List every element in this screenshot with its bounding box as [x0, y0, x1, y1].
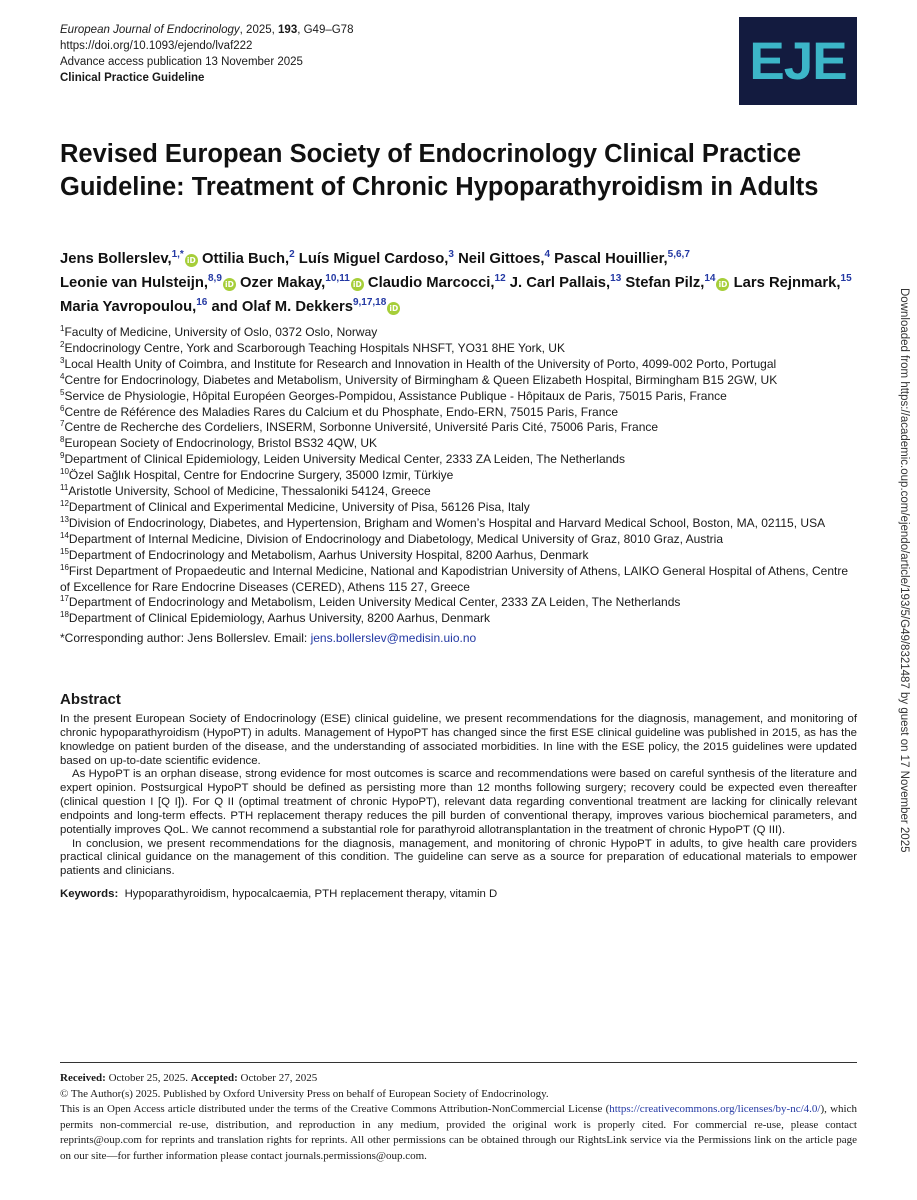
journal-volume: 193 [278, 24, 298, 36]
article-title: Revised European Society of Endocrinology Clinical Practice Guideline: Treatment of Chronic Hypoparathyroidism in Adults [60, 140, 819, 201]
author-affiliation-ref[interactable]: 10,11 [325, 273, 350, 285]
affiliation-text: Centre de Référence des Maladies Rares du Calcium et du Phosphate, Endo-ERN, 75015 Paris, France [64, 404, 619, 419]
keywords-list: Hypoparathyroidism, hypocalcaemia, PTH replacement therapy, vitamin D [124, 888, 498, 901]
affiliation [60, 357, 860, 373]
affiliation [60, 436, 860, 452]
author [211, 299, 400, 315]
affiliation-number: 1 [60, 324, 65, 333]
author [554, 251, 690, 267]
affiliation-text: Department of Clinical Epidemiology, Leiden University Medical Center, 2333 ZA Leiden, The Netherlands [64, 452, 625, 467]
affiliation [60, 452, 860, 468]
affiliation-text: Department of Clinical Epidemiology, Aarhus University, 8200 Aarhus, Denmark [68, 611, 490, 626]
copyright-notice: © The Author(s) 2025. Published by Oxford University Press on behalf of European Society of Endocrinology. [60, 1087, 549, 1100]
affiliation [60, 564, 860, 596]
journal-logo [739, 17, 857, 105]
author [60, 251, 198, 267]
affiliation [60, 373, 860, 389]
journal-logo-text: EJE [749, 31, 847, 91]
author-name: Lars Rejnmark, [733, 275, 841, 291]
author-affiliation-ref[interactable]: 8,9 [208, 273, 222, 285]
author [510, 275, 621, 291]
affiliation [60, 516, 860, 532]
author-affiliation-ref[interactable]: 1,* [171, 249, 184, 261]
affiliation-text: European Society of Endocrinology, Bristol BS32 4QW, UK [64, 436, 378, 451]
affiliation-number: 2 [60, 339, 65, 349]
journal-header [60, 22, 680, 86]
author-name: Ottilia Buch, [201, 251, 290, 267]
article-type: Clinical Practice Guideline [60, 72, 205, 84]
affiliation-number: 17 [60, 594, 69, 604]
author-name: Ozer Makay, [240, 275, 326, 291]
author [60, 299, 207, 315]
orcid-icon[interactable]: iD [185, 254, 198, 267]
author [240, 275, 364, 291]
affiliation-text: Centre for Endocrinology, Diabetes and Metabolism, University of Birmingham & Queen Elizabeth Hospital, Birmingham B15 2GW, UK [64, 372, 778, 387]
affiliation-text: Özel Sağlık Hospital, Centre for Endocrine Surgery, 35000 Izmir, Türkiye [68, 468, 454, 483]
affiliation-number: 3 [60, 355, 65, 365]
affiliation [60, 595, 860, 611]
affiliation [60, 611, 860, 627]
affiliation-text: Department of Endocrinology and Metabolism, Leiden University Medical Center, 2333 ZA Leiden, The Netherlands [68, 595, 681, 610]
author-affiliation-ref[interactable]: 15 [840, 273, 852, 285]
author [368, 275, 506, 291]
keywords [60, 887, 857, 901]
journal-citation: European Journal of Endocrinology, 2025, 193, G49–G78 [60, 24, 354, 36]
affiliation [60, 548, 860, 564]
affiliation-text: Local Health Unity of Coimbra, and Institute for Research and Innovation in Health of the University of Porto, 4099-002 Porto, Portugal [64, 356, 777, 371]
author-name: and Olaf M. Dekkers [211, 299, 353, 315]
author-list [60, 247, 860, 319]
affiliation-number: 16 [60, 562, 69, 572]
affiliation-text: Department of Internal Medicine, Division of Endocrinology and Diabetology, Medical University of Graz, 8010 Graz, Austria [68, 531, 723, 546]
author [299, 251, 454, 267]
affiliation [60, 500, 860, 516]
author-affiliation-ref[interactable]: 5,6,7 [667, 249, 690, 261]
doi-link[interactable]: https://doi.org/10.1093/ejendo/lvaf222 [60, 40, 253, 52]
affiliation [60, 484, 860, 500]
author-affiliation-ref[interactable]: 13 [610, 273, 622, 285]
author-affiliation-ref[interactable]: 4 [544, 249, 551, 261]
advance-access-date: Advance access publication 13 November 2025 [60, 56, 303, 68]
author-affiliation-ref[interactable]: 14 [704, 273, 716, 285]
affiliations [60, 325, 860, 647]
affiliation-number: 8 [60, 435, 65, 445]
author-affiliation-ref[interactable]: 3 [448, 249, 454, 261]
orcid-icon[interactable]: iD [223, 278, 236, 291]
abstract-paragraph: As HypoPT is an orphan disease, strong evidence for most outcomes is scarce and recommendations were based on careful synthesis of the literature and expert opinion. Postsurgical HypoPT should be defined as persisting more than 12 months following surgery; recovery could be expected even thereafter (clinical question I [Q I]). For Q II (optimal treatment of chronic HypoPT), relevant data regarding conventional treatment are lacking for clinically relevant endpoints and long-term effects. PTH replacement therapy reduces the pill burden of conventional therapy, improves various biochemical parameters, and potentially improves QoL. We cannot recommend a substantial role for parathyroid allotransplantation in the treatment of chronic HypoPT (Q III). [60, 768, 857, 836]
abstract-section [60, 690, 857, 901]
author-name: Claudio Marcocci, [367, 275, 495, 291]
affiliation-number: 10 [60, 467, 69, 477]
author [458, 251, 550, 267]
author [60, 275, 236, 291]
author-affiliation-ref[interactable]: 16 [196, 297, 208, 309]
author-name: Leonie van Hulsteijn, [60, 275, 208, 291]
received-accepted-dates: Received: October 25, 2025. Accepted: October 27, 2025 [60, 1072, 318, 1084]
affiliation-number: 14 [60, 530, 69, 540]
license-notice: This is an Open Access article distributed under the terms of the Creative Commons Attribution-NonCommercial License (https://creativecommons.org/licenses/by-nc/4.0/), which permits non-commercial re-use, distribution, and reproduction in any medium, provided the original work is properly cited. For commercial re-use, please contact reprints@oup.com for reprints and translation rights for reprints. All other permissions can be obtained through our RightsLink service via the Permissions link on the article page on our site—for further information please contact journals.permissions@oup.com. [60, 1103, 857, 1162]
author-affiliation-ref[interactable]: 12 [494, 273, 506, 285]
affiliation-text: Service de Physiologie, Hôpital Européen Georges-Pompidou, Assistance Publique - Hôpitaux de Paris, 75015 Paris, France [64, 388, 727, 403]
affiliation [60, 325, 860, 341]
author-affiliation-ref[interactable]: 2 [289, 249, 295, 261]
affiliation-text: First Department of Propaedeutic and Internal Medicine, National and Kapodistrian University of Athens, LAIKO General Hospital of Athens, Centre of Excellence for Rare Endocrine Diseases (CERED), Athens 115 27, Greece [60, 563, 848, 594]
article-footer [60, 1062, 857, 1165]
affiliation-number: 12 [60, 498, 69, 508]
affiliation-number: 5 [60, 387, 65, 397]
affiliation-number: 4 [60, 371, 65, 381]
corresponding-email-link[interactable]: jens.bollerslev@medisin.uio.no [310, 631, 477, 646]
abstract-paragraph: In conclusion, we present recommendations for the diagnosis, management, and monitoring of chronic HypoPT in adults, to give health care providers practical clinical guidance on the management of this condition. The guideline can serve as a source for preparation of educational materials to empower patients and clinicians. [60, 837, 857, 878]
author-name: Stefan Pilz, [625, 275, 705, 291]
affiliation [60, 389, 860, 405]
affiliation-text: Faculty of Medicine, University of Oslo, 0372 Oslo, Norway [64, 325, 378, 339]
affiliation-text: Department of Endocrinology and Metabolism, Aarhus University Hospital, 8200 Aarhus, Denmark [68, 547, 589, 562]
affiliation-number: 9 [60, 451, 65, 461]
author-name: Luís Miguel Cardoso, [298, 251, 449, 267]
affiliation [60, 420, 860, 436]
corresponding-author: *Corresponding author: Jens Bollerslev. Email: jens.bollerslev@medisin.uio.no [60, 631, 477, 646]
affiliation-text: Division of Endocrinology, Diabetes, and Hypertension, Brigham and Women’s Hospital and Harvard Medical School, Boston, MA, 02115, USA [68, 515, 826, 530]
affiliation-number: 13 [60, 514, 69, 524]
affiliation [60, 468, 860, 484]
affiliation-number: 7 [60, 419, 65, 429]
affiliation-list [60, 325, 860, 627]
affiliation-number: 15 [60, 546, 69, 556]
author-name: Pascal Houillier, [554, 251, 668, 267]
license-link[interactable]: https://creativecommons.org/licenses/by-nc/4.0/ [609, 1103, 821, 1116]
affiliation-text: Department of Clinical and Experimental Medicine, University of Pisa, 56126 Pisa, Italy [68, 499, 530, 514]
affiliation [60, 405, 860, 421]
affiliation-text: Endocrinology Centre, York and Scarborough Teaching Hospitals NHSFT, YO31 8HE York, UK [64, 340, 565, 355]
author [202, 251, 295, 267]
download-notice: Downloaded from https://academic.oup.com/ejendo/article/193/5/G49/8321487 by guest on 17 November 2025 [898, 288, 910, 853]
affiliation-number: 6 [60, 403, 65, 413]
keywords-label: Keywords: [60, 888, 119, 901]
affiliation [60, 532, 860, 548]
author-name: Jens Bollerslev, [60, 251, 172, 267]
author [734, 275, 852, 291]
affiliation-text: Centre de Recherche des Cordeliers, INSERM, Sorbonne Université, Université Paris Cité, 75006 Paris, France [64, 420, 659, 435]
author-name: Neil Gittoes, [458, 251, 545, 267]
affiliation-number: 11 [60, 483, 69, 493]
affiliation [60, 341, 860, 357]
orcid-icon[interactable]: iD [387, 302, 400, 315]
author-name: Maria Yavropoulou, [60, 299, 197, 315]
orcid-icon[interactable]: iD [716, 278, 729, 291]
affiliation-text: Aristotle University, School of Medicine, Thessaloniki 54124, Greece [68, 484, 431, 499]
affiliation-number: 18 [60, 610, 69, 620]
author-affiliation-ref[interactable]: 9,17,18 [352, 297, 387, 309]
author-name: J. Carl Pallais, [509, 275, 611, 291]
author [625, 275, 729, 291]
abstract-paragraph: In the present European Society of Endocrinology (ESE) clinical guideline, we present recommendations for the diagnosis, management, and monitoring of chronic hypoparathyroidism (HypoPT) in adults. Management of HypoPT has changed since the first ESE clinical guideline was published in 2015, as has the knowledge on patient burden of the disease, and the understanding of associated morbidities. In line with the ESE policy, the 2015 guidelines were updated based on up-to-date scientific evidence. [60, 713, 857, 767]
journal-name: European Journal of Endocrinology [60, 24, 240, 36]
abstract-heading: Abstract [60, 691, 121, 708]
orcid-icon[interactable]: iD [351, 278, 364, 291]
